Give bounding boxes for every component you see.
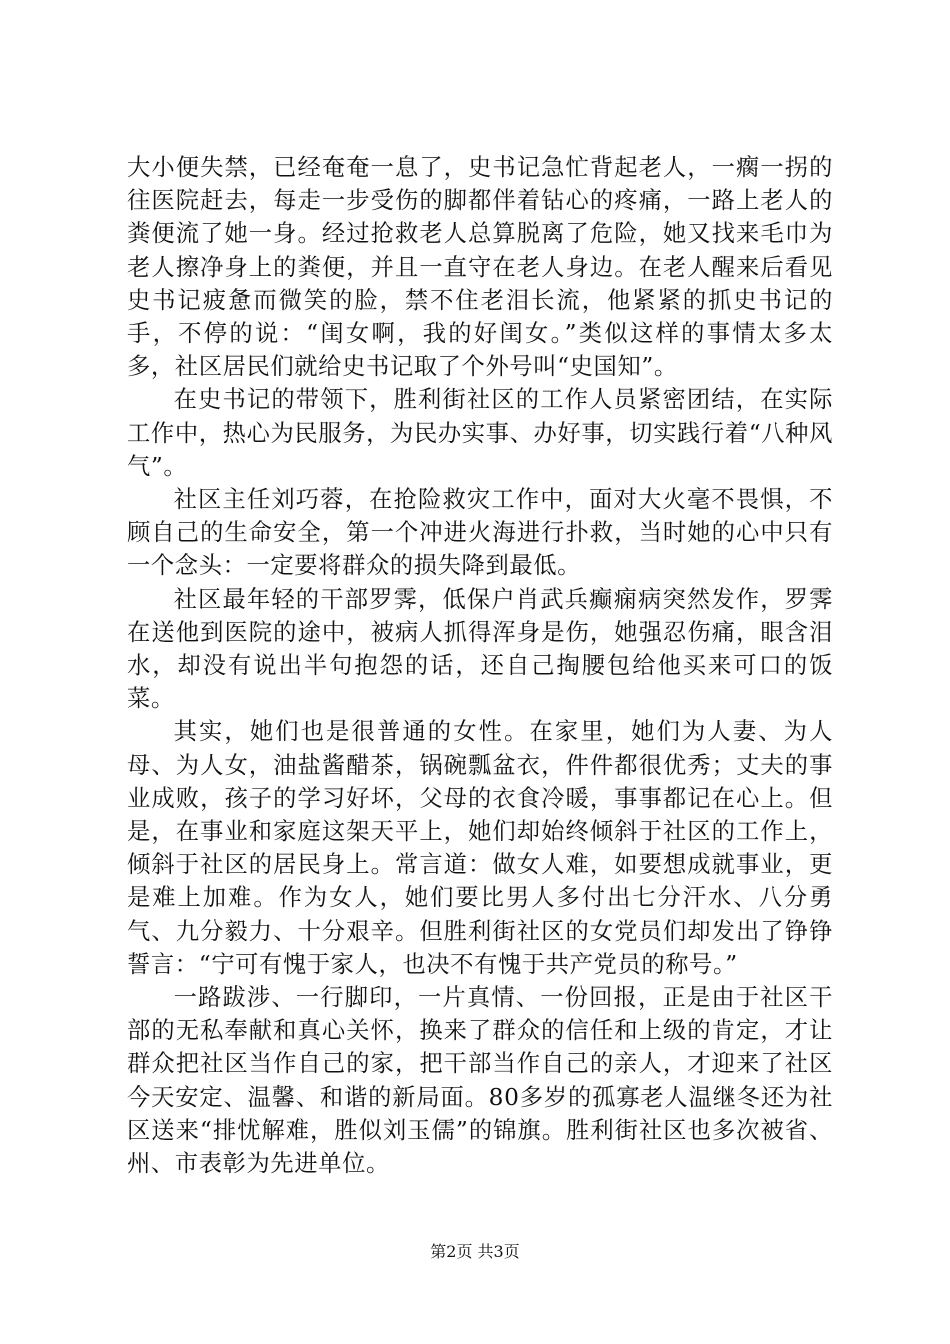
paragraph: 其实，她们也是很普通的女性。在家里，她们为人妻、为人母、为人女，油盐酱醋茶，锅碗瓢盆衣，件件都很优秀；丈夫的事业成败，孩子的学习好坏，父母的衣食冷暖，事事都记在心上。但是，在事业和家庭这架天平上，她们却始终倾斜于社区的工作上，倾斜于社区的居民身上。常言道：做女人难，如要想成就事业，更是难上加难。作为女人，她们要比男人多付出七分汗水、八分勇气、九分毅力、十分艰辛。但胜利街社区的女党员们却发出了铮铮誓言：“宁可有愧于家人，也决不有愧于共产党员的称号。” [127,718,833,978]
paragraph: 社区主任刘巧蓉，在抢险救灾工作中，面对大火毫不畏惧，不顾自己的生命安全，第一个冲进火海进行扑救，当时她的心中只有一个念头：一定要将群众的损失降到最低。 [127,486,833,580]
paragraph: 社区最年轻的干部罗霁，低保户肖武兵癫痫病突然发作，罗霁在送他到医院的途中，被病人抓得浑身是伤，她强忍伤痛，眼含泪水，却没有说出半句抱怨的话，还自己掏腰包给他买来可口的饭菜。 [127,585,833,713]
page-number-footer: 第2页 共3页 [430,1242,520,1261]
paragraph: 在史书记的带领下，胜利街社区的工作人员紧密团结，在实际工作中，热心为民服务，为民办实事、办好事，切实践行着“八种风气”。 [127,386,833,480]
paragraph: 一路跋涉、一行脚印，一片真情、一份回报，正是由于社区干部的无私奉献和真心关怀，换来了群众的信任和上级的肯定，才让群众把社区当作自己的家，把干部当作自己的亲人，才迎来了社区今天安定、温馨、和谐的新局面。80多岁的孤寡老人温继冬还为社区送来“排忧解难，胜似刘玉儒”的锦旗。胜利街社区也多次被省、州、市表彰为先进单位。 [127,984,833,1178]
paragraph-continuation: 大小便失禁，已经奄奄一息了，史书记急忙背起老人，一瘸一拐的往医院赶去，每走一步受伤的脚都伴着钻心的疼痛，一路上老人的粪便流了她一身。经过抢救老人总算脱离了危险，她又找来毛巾为老人擦净身上的粪便，并且一直守在老人身边。在老人醒来后看见史书记疲惫而微笑的脸，禁不住老泪长流，他紧紧的抓史书记的手，不停的说：“闺女啊，我的好闺女。”类似这样的事情太多太多，社区居民们就给史书记取了个外号叫“史国知”。 [127,154,833,381]
body-text [127,151,833,1180]
